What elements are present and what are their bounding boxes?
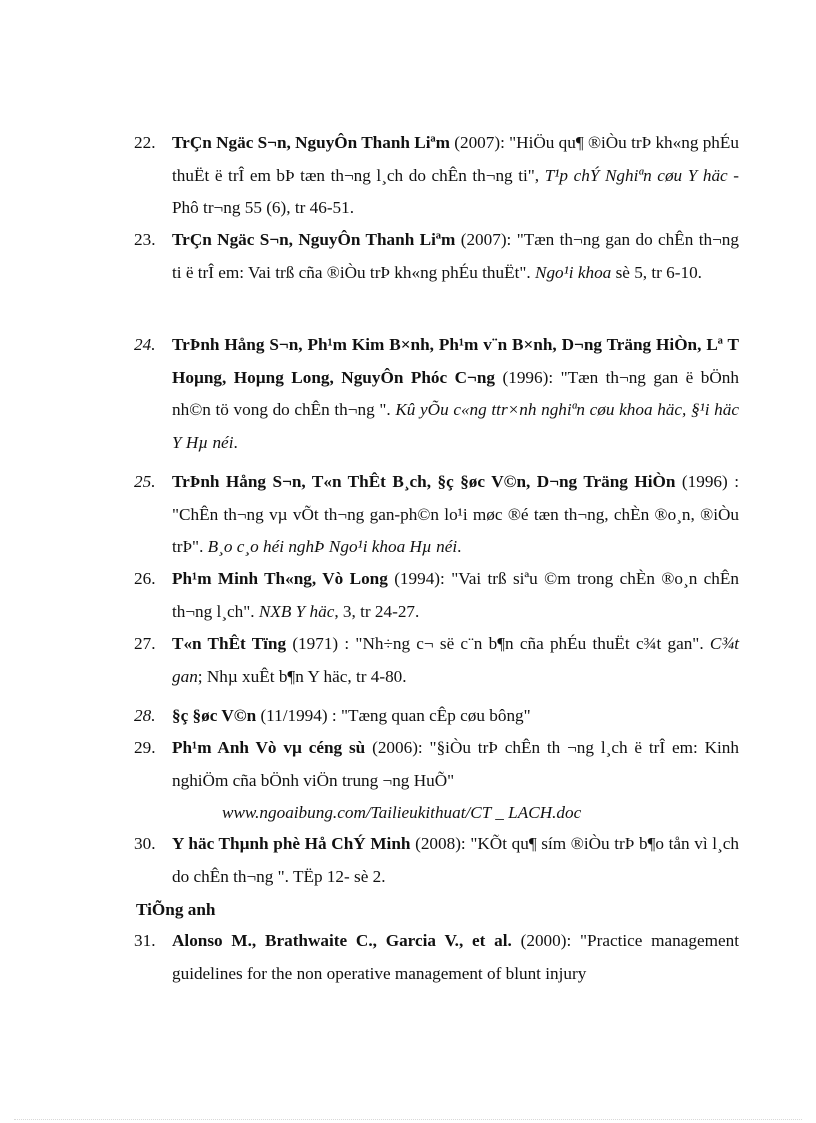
reference-title: (1994): "Vai trß siªu ©m trong chÈn ®o¸n chÊn th¬ng l¸ch". <box>172 569 739 621</box>
reference-item <box>134 466 739 564</box>
reference-authors: Y häc Thµnh phè Hå ChÝ Minh <box>172 834 411 853</box>
reference-authors: TrÇn Ngäc S¬n, NguyÔn Thanh Liªm <box>172 133 450 152</box>
reference-title: (1971) : "Nh÷ng c¬ së c¨n b¶n cña phÉu thuËt c¾t gan". <box>286 634 710 653</box>
reference-authors: TrÞnh Hång S¬n, T«n ThÊt B¸ch, §ç §øc V©n, D¬ng Träng HiÒn <box>172 472 676 491</box>
reference-number: 22. <box>134 133 156 152</box>
reference-item <box>134 700 739 733</box>
reference-journal: Kû yÕu c«ng ttr×nh nghiªn cøu khoa häc, §¹i häc Y Hµ néi <box>172 400 739 452</box>
reference-details: sè 5, tr 6-10. <box>611 262 702 282</box>
reference-details: , 3, tr 24-27. <box>334 601 420 621</box>
reference-item <box>134 925 739 990</box>
reference-url[interactable]: www.ngoaibung.com/Tailieukithuat/CT _ LACH.doc <box>222 803 582 822</box>
reference-title: (2007): "HiÖu qu¶ ®iÒu trÞ kh«ng phÉu thuËt ë trÎ em bÞ tæn th¬ng l¸ch do chÊn th¬ng ti", <box>172 133 739 185</box>
reference-authors: T«n ThÊt Tïng <box>172 634 287 653</box>
reference-details: - Phô tr¬ng 55 (6), tr 46-51. <box>172 165 739 217</box>
reference-item <box>134 224 739 289</box>
page-bottom-border <box>14 1119 802 1120</box>
reference-number: 24. <box>134 335 156 354</box>
reference-journal: B¸o c¸o héi nghÞ Ngo¹i khoa Hµ néi <box>207 537 458 556</box>
reference-number: 28. <box>134 706 156 725</box>
reference-item <box>134 828 739 893</box>
reference-authors: §ç §øc V©n <box>172 706 257 725</box>
reference-number: 25. <box>134 472 156 491</box>
reference-number: 31. <box>134 931 156 950</box>
reference-title: (2006): "§iÒu trÞ chÊn th ¬ng l¸ch ë trÎ em: Kinh nghiÖm cña bÖnh viÖn trung ¬ng HuÕ" <box>172 738 739 790</box>
reference-number: 23. <box>134 230 156 249</box>
reference-authors: Ph¹m Anh Vò vµ céng sù <box>172 738 366 757</box>
reference-journal: C¾t gan <box>172 634 739 686</box>
reference-journal: T¹p chÝ Nghiªn cøu Y häc <box>544 165 728 185</box>
reference-journal: NXB Y häc <box>258 601 335 621</box>
reference-details: . <box>233 432 238 452</box>
reference-details: ; Nhµ xuÊt b¶n Y häc, tr 4-80. <box>197 666 407 686</box>
reference-item <box>134 628 739 693</box>
reference-item <box>134 563 739 628</box>
reference-number: 29. <box>134 738 156 757</box>
reference-title: (2000): "Practice management guidelines for the non operative management of blunt injury <box>172 931 739 983</box>
reference-item <box>134 329 739 459</box>
reference-title: (2008): "KÕt qu¶ sím ®iÒu trÞ b¶o tån vì l¸ch do chÊn th¬ng ". TËp 12- sè 2. <box>172 834 740 886</box>
reference-details: . <box>457 537 462 556</box>
reference-item <box>134 732 739 830</box>
reference-title: (1996) : "ChÊn th¬ng vµ vÕt th¬ng gan-ph©n lo¹i møc ®é tæn th¬ng, chÈn ®o¸n, ®iÒu trÞ". <box>172 472 739 556</box>
reference-authors: Alonso M., Brathwaite C., Garcia V., et al. <box>172 931 512 950</box>
reference-authors: TrÇn Ngäc S¬n, NguyÔn Thanh Liªm <box>172 230 456 249</box>
reference-title: (2007): "Tæn th¬ng gan do chÊn th¬ng ti ë trÎ em: Vai trß cña ®iÒu trÞ kh«ng phÉu thuËt". <box>172 230 739 282</box>
reference-authors: TrÞnh Hång S¬n, Ph¹m Kim B×nh, Ph¹m v¨n B×nh, D¬ng Träng HiÒn, Lª T Hoµng, Hoµng Long, NguyÔn Phóc C¬ng <box>172 335 739 387</box>
reference-authors: Ph¹m Minh Th«ng, Vò Long <box>172 569 388 588</box>
reference-title: (1996): "Tæn th¬ng gan ë bÖnh nh©n tö vong do chÊn th¬ng ". <box>172 367 739 419</box>
reference-journal: Ngo¹i khoa <box>534 262 612 282</box>
reference-number: 26. <box>134 569 156 588</box>
reference-item <box>134 127 739 225</box>
reference-number: 27. <box>134 634 156 653</box>
reference-title: (11/1994) : "Tæng quan cÊp cøu bông" <box>256 706 531 725</box>
section-heading: TiÕng anh <box>136 900 216 919</box>
reference-number: 30. <box>134 834 156 853</box>
